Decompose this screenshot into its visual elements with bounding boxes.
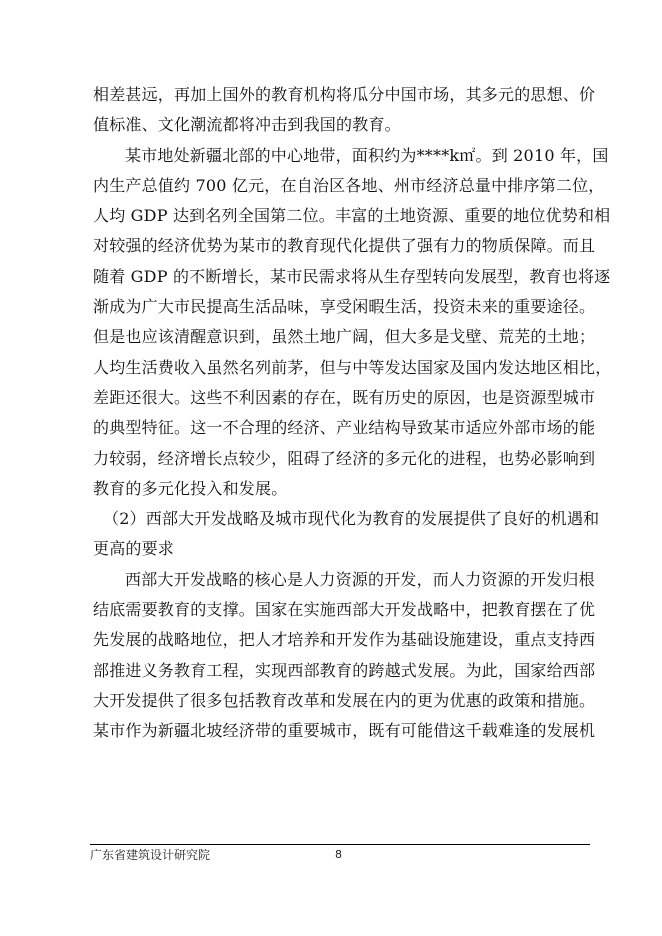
text-line: 随着 GDP 的不断增长，某市民需求将从生存型转向发展型，教育也将逐: [93, 266, 611, 286]
text-line: 值标准、文化潮流都将冲击到我国的教育。: [93, 115, 401, 135]
text-line: 结底需要教育的支撑。国家在实施西部大开发战略中，把教育摆在了优: [93, 600, 596, 620]
paragraph-start-line: 某市地处新疆北部的中心地带，面积约为****k㎡。到 2010 年，国: [125, 145, 609, 165]
text-line: 渐成为广大市民提高生活品味，享受闲暇生活，投资未来的重要途径。: [93, 297, 596, 317]
text-line: 对较强的经济优势为某市的教育现代化提供了强有力的物质保障。而且: [93, 236, 596, 256]
text-line: 某市作为新疆北坡经济带的重要城市，既有可能借这千载难逢的发展机: [93, 721, 596, 741]
text-line: 的典型特征。这一不合理的经济、产业结构导致某市适应外部市场的能: [93, 418, 596, 438]
text-line: 但是也应该清醒意识到，虽然土地广阔，但大多是戈壁、荒芜的土地；: [93, 327, 596, 347]
section-heading-line: 更高的要求: [93, 539, 175, 559]
page-number: 8: [335, 848, 342, 861]
text-line: 内生产总值约 700 亿元，在自治区各地、州市经济总量中排序第二位，: [93, 175, 605, 195]
paragraph-start-line: 西部大开发战略的核心是人力资源的开发，而人力资源的开发归根: [125, 569, 595, 589]
text-line: 差距还很大。这些不利因素的存在，既有历史的原因，也是资源型城市: [93, 387, 596, 407]
text-line: 人均 GDP 达到名列全国第二位。丰富的土地资源、重要的地位优势和相: [93, 206, 611, 226]
text-line: 人均生活费收入虽然名列前茅，但与中等发达国家及国内发达地区相比，: [93, 357, 612, 377]
text-line: 大开发提供了很多包括教育改革和发展在内的更为优惠的政策和措施。: [93, 690, 596, 710]
body-text: [93, 80, 612, 747]
section-heading-line: （2）西部大开发战略及城市现代化为教育的发展提供了良好的机遇和: [103, 509, 600, 529]
footer-organization: 广东省建筑设计研究院: [90, 848, 211, 862]
text-line: 教育的多元化投入和发展。: [93, 478, 288, 498]
footer-divider: [90, 844, 590, 845]
text-line: 先发展的战略地位，把人才培养和开发作为基础设施建设，重点支持西: [93, 630, 596, 650]
text-line: 力较弱，经济增长点较少，阻碍了经济的多元化的进程，也势必影响到: [93, 448, 596, 468]
text-line: 相差甚远，再加上国外的教育机构将瓜分中国市场，其多元的思想、价: [93, 85, 596, 104]
text-line: 部推进义务教育工程，实现西部教育的跨越式发展。为此，国家给西部: [93, 660, 596, 680]
